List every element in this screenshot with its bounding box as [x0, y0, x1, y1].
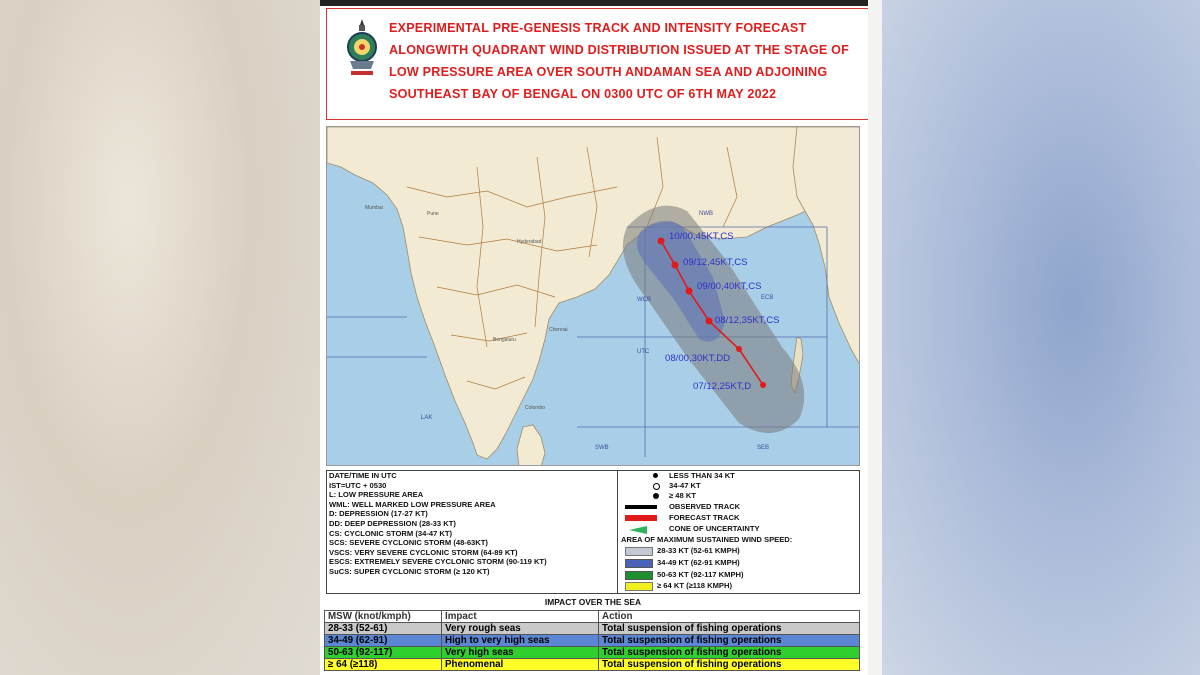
legend-band1: 28-33 KT (52-61 KMPH)	[657, 546, 740, 555]
city-label-colombo: Colombo	[525, 405, 546, 411]
map-legend	[326, 470, 860, 594]
cyclone-filled-icon	[653, 493, 659, 499]
track-point-3	[686, 288, 693, 295]
legend-less-than-34: LESS THAN 34 KT	[669, 471, 735, 480]
impact-text: Very rough seas	[442, 623, 599, 635]
title-line-1: EXPERIMENTAL PRE-GENESIS TRACK AND INTENSITY FORECAST	[389, 21, 807, 35]
region-label-seb: SEB	[757, 445, 770, 451]
title-line-2: ALONGWITH QUADRANT WIND DISTRIBUTION ISSUED AT THE STAGE OF	[389, 43, 850, 57]
map-canvas	[327, 127, 860, 466]
impact-msw: 34-49 (62-91)	[325, 635, 442, 647]
title-line-3: LOW PRESSURE AREA OVER SOUTH ANDAMAN SEA AND ADJOINING	[389, 65, 828, 79]
abbr-8: SCS: SEVERE CYCLONIC STORM (48-63KT)	[329, 538, 488, 548]
legend-observed-track: OBSERVED TRACK	[669, 502, 741, 511]
legend-band4: ≥ 64 KT (≥118 KMPH)	[657, 581, 733, 590]
track-label-4: 08/12,35KT,CS	[715, 315, 780, 326]
legend-cone: CONE OF UNCERTAINTY	[669, 524, 760, 533]
impact-header-row	[325, 611, 860, 623]
track-point-2	[672, 262, 679, 269]
city-label-hyderabad: Hyderabad	[517, 239, 542, 245]
legend-forecast-track: FORECAST TRACK	[669, 513, 740, 522]
impact-title: IMPACT OVER THE SEA	[544, 597, 642, 607]
impact-text: Phenomenal	[442, 659, 599, 671]
bulletin-title	[389, 17, 855, 105]
abbr-5: D: DEPRESSION (17-27 KT)	[329, 509, 428, 519]
impact-header-msw: MSW (knot/kmph)	[325, 611, 442, 623]
impact-action: Total suspension of fishing operations	[599, 647, 860, 659]
region-label-lak: LAK	[421, 415, 433, 421]
legend-34-47: 34-47 KT	[669, 481, 701, 490]
abbr-10: ESCS: EXTREMELY SEVERE CYCLONIC STORM (90-119 KT)	[329, 557, 547, 567]
track-label-2: 09/12,45KT,CS	[683, 257, 748, 268]
impact-msw: 28-33 (52-61)	[325, 623, 442, 635]
impact-msw: ≥ 64 (≥118)	[325, 659, 442, 671]
cone-icon	[629, 526, 647, 534]
region-label-utc: UTC	[637, 349, 650, 355]
symbols-legend	[619, 471, 859, 593]
city-label-bengaluru: Bengaluru	[493, 337, 516, 343]
legend-band3: 50-63 KT (92-117 KMPH)	[657, 570, 744, 579]
background-left	[0, 0, 320, 675]
legend-area-title: AREA OF MAXIMUM SUSTAINED WIND SPEED:	[621, 535, 793, 544]
impact-header-impact: Impact	[442, 611, 599, 623]
legend-48: ≥ 48 KT	[669, 491, 696, 500]
background-right	[882, 0, 1200, 675]
track-label-6: 07/12,25KT,D	[693, 381, 752, 392]
track-point-5	[736, 346, 742, 352]
impact-row	[325, 635, 860, 647]
cyclone-open-icon	[653, 483, 660, 490]
city-label-mumbai: Mumbai	[365, 205, 383, 211]
abbreviations-legend	[327, 471, 618, 593]
track-label-1: 10/00,45KT,CS	[669, 231, 734, 242]
title-line-4: SOUTHEAST BAY OF BENGAL ON 0300 UTC OF 6TH MAY 2022	[389, 87, 777, 101]
bulletin-margin	[868, 0, 882, 675]
abbr-3: L: LOW PRESSURE AREA	[329, 490, 424, 500]
observed-track-swatch	[625, 505, 657, 509]
impact-row	[325, 623, 860, 635]
city-label-pune: Pune	[427, 211, 439, 217]
impact-row	[325, 659, 860, 671]
impact-action: Total suspension of fishing operations	[599, 623, 860, 635]
track-point-6	[760, 382, 766, 388]
track-label-5: 08/00,30KT,DD	[665, 353, 731, 364]
abbr-2: IST=UTC + 0530	[329, 480, 387, 490]
abbr-9: VSCS: VERY SEVERE CYCLONIC STORM (64-89 KT)	[329, 547, 518, 557]
city-label-chennai: Chennai	[549, 327, 568, 333]
region-label-ecb: ECB	[761, 295, 774, 301]
impact-table	[324, 610, 860, 671]
impact-text: Very high seas	[442, 647, 599, 659]
band2-swatch	[625, 559, 653, 568]
abbr-11: SuCS: SUPER CYCLONIC STORM (≥ 120 KT)	[329, 566, 490, 576]
track-point-1	[658, 238, 665, 245]
abbr-4: WML: WELL MARKED LOW PRESSURE AREA	[329, 499, 496, 509]
band4-swatch	[625, 582, 653, 591]
abbr-6: DD: DEEP DEPRESSION (28-33 KT)	[329, 518, 456, 528]
abbr-1: DATE/TIME IN UTC	[329, 471, 397, 480]
track-map	[326, 126, 860, 466]
region-label-nwb: NWB	[699, 211, 713, 217]
impact-action: Total suspension of fishing operations	[599, 635, 860, 647]
impact-action: Total suspension of fishing operations	[599, 659, 860, 671]
band1-swatch	[625, 547, 653, 556]
band3-swatch	[625, 571, 653, 580]
imd-emblem-icon	[345, 17, 379, 79]
impact-header-action: Action	[599, 611, 860, 623]
impact-msw: 50-63 (92-117)	[325, 647, 442, 659]
track-point-4	[706, 318, 713, 325]
dot-icon	[653, 473, 658, 478]
region-label-wcb: WCB	[637, 297, 651, 303]
impact-text: High to very high seas	[442, 635, 599, 647]
legend-band2: 34-49 KT (62-91 KMPH)	[657, 558, 740, 567]
top-strip	[320, 0, 882, 6]
forecast-track-swatch	[625, 515, 657, 521]
track-label-3: 09/00,40KT,CS	[697, 281, 762, 292]
impact-row	[325, 647, 860, 659]
bulletin-header	[326, 8, 876, 120]
abbr-7: CS: CYCLONIC STORM (34-47 KT)	[329, 528, 453, 538]
region-label-swb: SWB	[595, 445, 609, 451]
forecast-bulletin	[320, 0, 882, 675]
